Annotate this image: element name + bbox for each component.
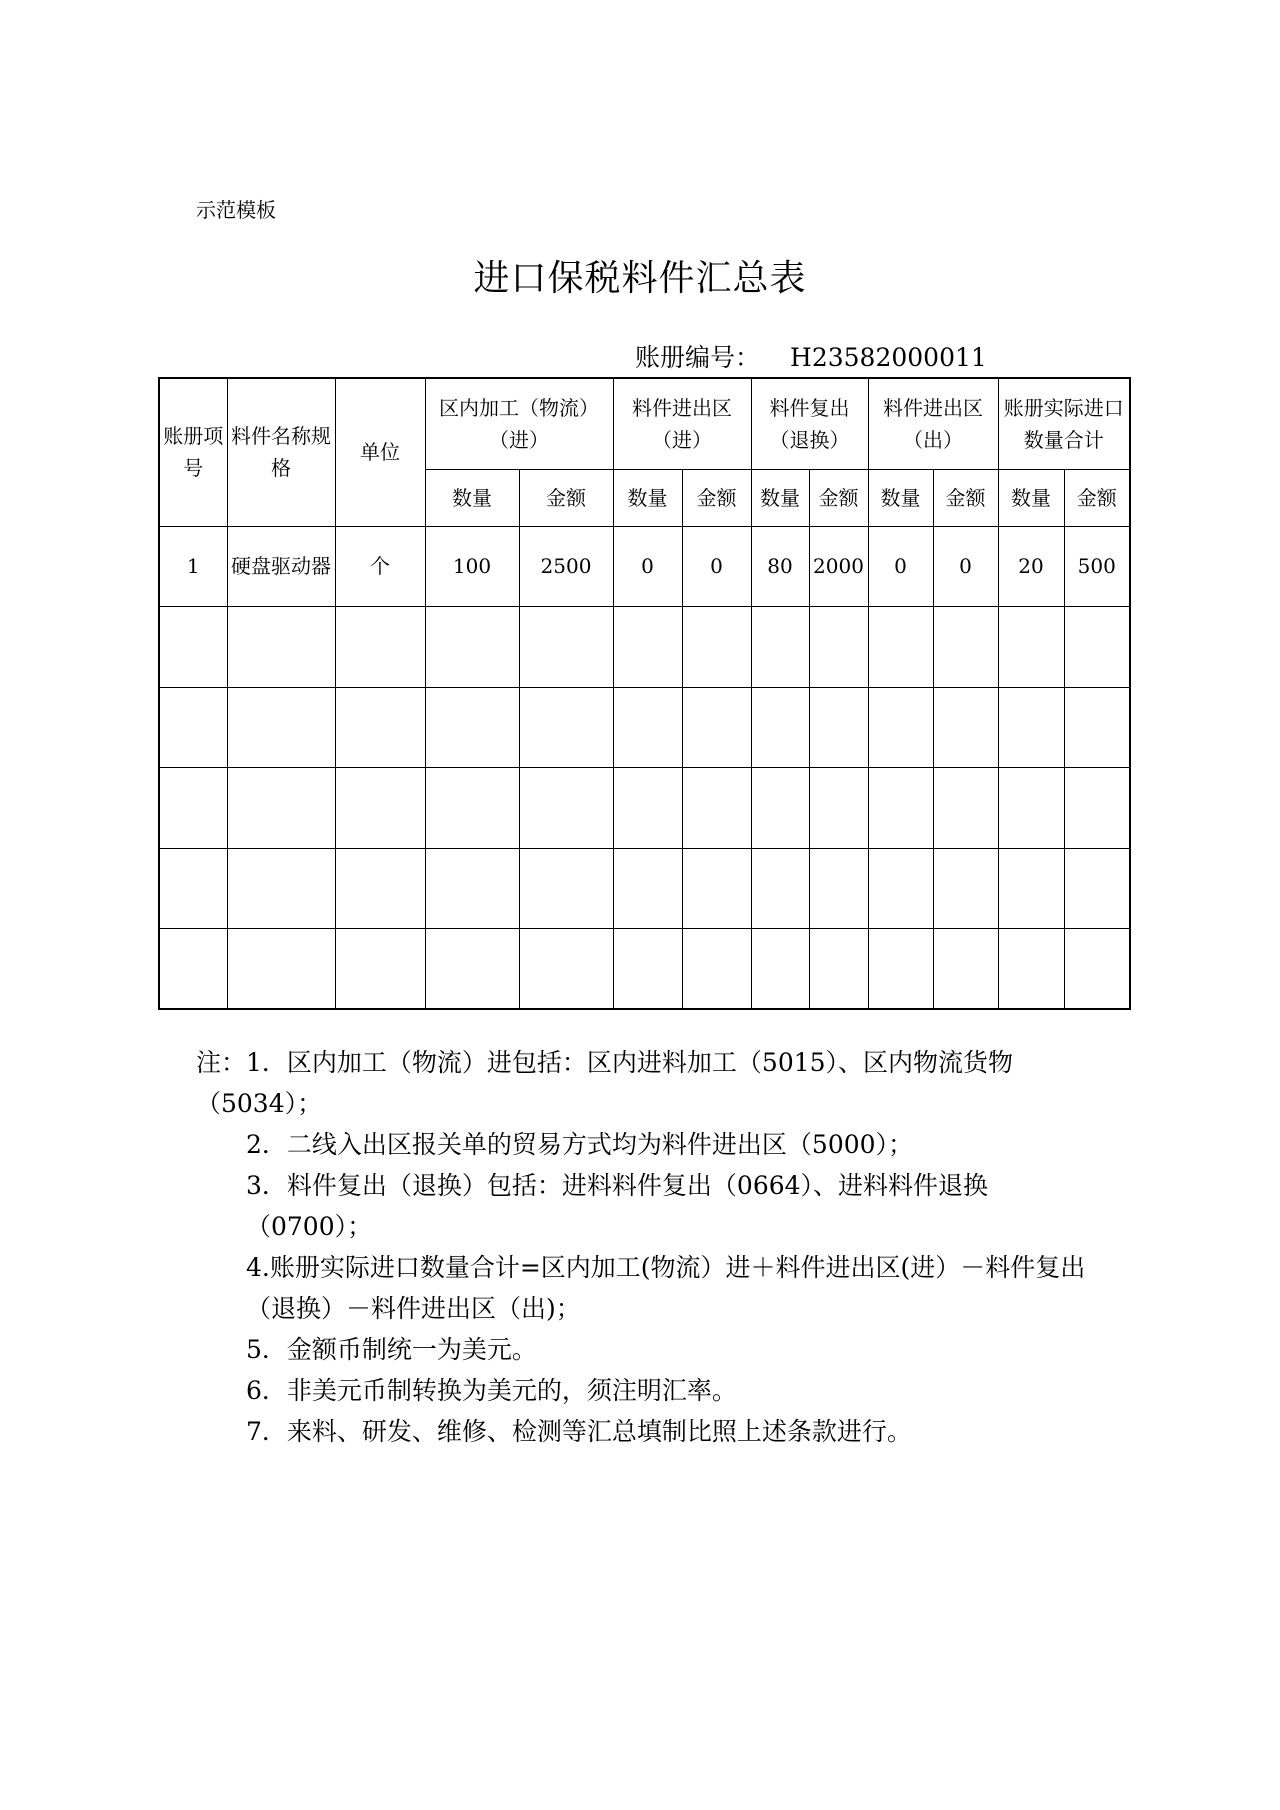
table-cell <box>809 929 868 1010</box>
table-cell <box>425 848 519 929</box>
table-cell <box>159 607 227 688</box>
table-row <box>159 929 1130 1010</box>
table-cell <box>809 768 868 849</box>
table-cell <box>159 687 227 768</box>
table-cell: 0 <box>613 526 682 607</box>
table-cell: 2000 <box>809 526 868 607</box>
header-quantity: 数量 <box>998 469 1064 526</box>
header-amount: 金额 <box>682 469 751 526</box>
table-cell <box>335 607 425 688</box>
table-cell: 80 <box>751 526 809 607</box>
table-cell <box>1064 848 1130 929</box>
table-cell: 1 <box>159 526 227 607</box>
table-cell <box>682 768 751 849</box>
table-cell <box>809 607 868 688</box>
table-cell <box>751 848 809 929</box>
table-cell <box>998 848 1064 929</box>
table-cell <box>868 768 933 849</box>
note-5: 5．金额币制统一为美元。 <box>246 1335 537 1364</box>
notes-section <box>196 1042 1096 1452</box>
table-cell <box>519 848 613 929</box>
table-cell <box>227 607 335 688</box>
table-cell <box>868 607 933 688</box>
header-group-transfer-in: 料件进出区（进） <box>613 378 751 469</box>
table-cell: 0 <box>933 526 998 607</box>
table-cell <box>868 687 933 768</box>
ledger-label: 账册编号： <box>635 343 761 372</box>
header-group-actual-total: 账册实际进口数量合计 <box>998 378 1130 469</box>
table-cell <box>519 607 613 688</box>
header-group-reexport: 料件复出（退换） <box>751 378 868 469</box>
table-cell <box>335 929 425 1010</box>
note-7: 7．来料、研发、维修、检测等汇总填制比照上述条款进行。 <box>246 1417 912 1446</box>
table-row <box>159 848 1130 929</box>
header-amount: 金额 <box>1064 469 1130 526</box>
note-6: 6．非美元币制转换为美元的，须注明汇率。 <box>246 1376 737 1405</box>
table-cell <box>809 848 868 929</box>
table-row <box>159 607 1130 688</box>
header-material-name: 料件名称规格 <box>227 378 335 526</box>
table-cell: 个 <box>335 526 425 607</box>
table-cell <box>227 929 335 1010</box>
table-cell: 20 <box>998 526 1064 607</box>
table-cell <box>933 929 998 1010</box>
table-row <box>159 687 1130 768</box>
note-2: 2．二线入出区报关单的贸易方式均为料件进出区（5000）； <box>246 1130 914 1159</box>
table-cell <box>227 768 335 849</box>
table-cell <box>1064 929 1130 1010</box>
table-cell <box>751 929 809 1010</box>
table-cell: 100 <box>425 526 519 607</box>
note-1: 注：1．区内加工（物流）进包括：区内进料加工（5015）、区内物流货物（5034）； <box>196 1048 1014 1118</box>
table-cell <box>1064 687 1130 768</box>
table-cell <box>613 848 682 929</box>
table-cell <box>998 607 1064 688</box>
header-amount: 金额 <box>933 469 998 526</box>
table-cell <box>425 768 519 849</box>
table-cell <box>1064 768 1130 849</box>
header-unit: 单位 <box>335 378 425 526</box>
table-cell <box>809 687 868 768</box>
table-cell <box>933 848 998 929</box>
note-3: 3．料件复出（退换）包括：进料料件复出（0664）、进料料件退换（0700）； <box>246 1171 989 1241</box>
table-cell <box>227 848 335 929</box>
table-cell <box>682 848 751 929</box>
note-4: 4.账册实际进口数量合计=区内加工(物流）进＋料件进出区(进）－料件复出（退换）－料件进出区（出)； <box>246 1253 1086 1323</box>
table-cell: 2500 <box>519 526 613 607</box>
table-cell <box>933 687 998 768</box>
table-cell <box>933 768 998 849</box>
table-cell <box>613 607 682 688</box>
table-cell <box>998 929 1064 1010</box>
table-cell <box>613 687 682 768</box>
table-cell <box>425 687 519 768</box>
table-row <box>159 526 1130 607</box>
table-cell: 0 <box>868 526 933 607</box>
doc-title: 进口保税料件汇总表 <box>473 258 807 299</box>
table-cell: 0 <box>682 526 751 607</box>
ledger-number-line <box>635 338 987 374</box>
doc-label: 示范模板 <box>196 198 276 222</box>
table-cell <box>682 929 751 1010</box>
table-row <box>159 768 1130 849</box>
table-body <box>159 526 1130 1009</box>
table-cell <box>519 687 613 768</box>
header-amount: 金额 <box>519 469 613 526</box>
table-cell <box>998 687 1064 768</box>
table-cell <box>868 848 933 929</box>
table-cell <box>998 768 1064 849</box>
header-group-transfer-out: 料件进出区（出） <box>868 378 998 469</box>
table-cell <box>335 768 425 849</box>
table-cell <box>613 768 682 849</box>
summary-table <box>158 377 1131 1010</box>
table-cell <box>425 929 519 1010</box>
table-cell <box>682 607 751 688</box>
table-cell <box>751 768 809 849</box>
table-cell <box>933 607 998 688</box>
header-quantity: 数量 <box>751 469 809 526</box>
table-cell <box>751 687 809 768</box>
table-cell: 硬盘驱动器 <box>227 526 335 607</box>
table-cell <box>868 929 933 1010</box>
table-cell: 500 <box>1064 526 1130 607</box>
header-quantity: 数量 <box>613 469 682 526</box>
ledger-number: H23582000011 <box>790 343 987 372</box>
table-cell <box>519 768 613 849</box>
table-cell <box>613 929 682 1010</box>
header-item-no: 账册项号 <box>159 378 227 526</box>
table-cell <box>751 607 809 688</box>
table-cell <box>682 687 751 768</box>
table-cell <box>335 848 425 929</box>
header-quantity: 数量 <box>868 469 933 526</box>
table-cell <box>159 768 227 849</box>
table-cell <box>519 929 613 1010</box>
table-cell <box>335 687 425 768</box>
table-cell <box>159 848 227 929</box>
table-cell <box>227 687 335 768</box>
table-cell <box>425 607 519 688</box>
table-cell <box>1064 607 1130 688</box>
header-group-zone-processing: 区内加工（物流）（进） <box>425 378 613 469</box>
header-amount: 金额 <box>809 469 868 526</box>
table-cell <box>159 929 227 1010</box>
header-quantity: 数量 <box>425 469 519 526</box>
